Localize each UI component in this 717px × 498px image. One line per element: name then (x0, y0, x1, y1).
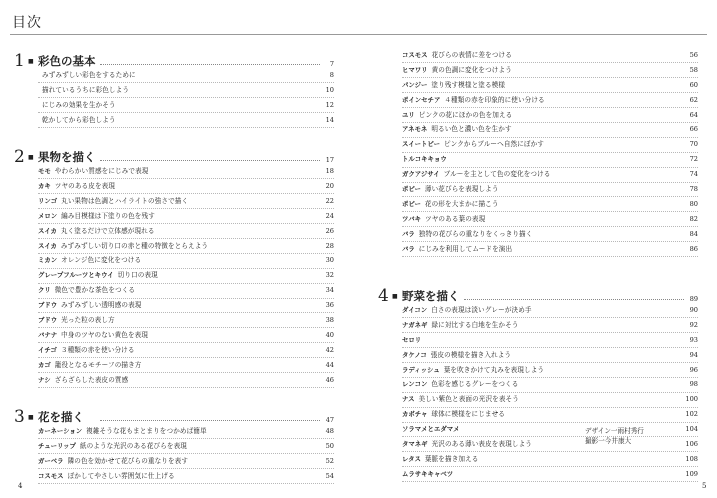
entry-page: 32 (325, 271, 334, 280)
entry-label: パンジー (402, 80, 428, 89)
entry-page: 92 (689, 320, 698, 329)
square-bullet-icon: ■ (28, 154, 34, 162)
entry-description: 黄の色調に変化をつけよう (431, 65, 512, 74)
entry-description: 薄い花びらを表現しよう (424, 185, 499, 194)
entry-page: 22 (325, 196, 334, 205)
entry-label: ユリ (402, 110, 415, 119)
entry-label: ポピー (402, 199, 421, 208)
toc-entry (38, 70, 334, 83)
entry-page: 42 (325, 345, 334, 354)
entry-page: 70 (689, 140, 698, 149)
entry-page: 84 (689, 229, 698, 238)
entry-label: ガクアジサイ (402, 170, 440, 179)
entry-page: 74 (689, 170, 698, 179)
entry-description: 独特の花びらの重なりをくっきり描く (418, 229, 533, 238)
entry-description: 丸い果物は色調とハイライトの強さで描く (61, 196, 189, 205)
toc-entry (38, 426, 334, 439)
toc-entry (402, 469, 698, 482)
entry-page: 48 (325, 426, 334, 435)
entry-page: 50 (325, 441, 334, 450)
entry-description: ぼかしてやさしい雰囲気に仕上げる (67, 471, 175, 480)
entry-page: 98 (689, 380, 698, 389)
entry-page: 106 (685, 439, 698, 448)
section-heading (378, 287, 698, 305)
toc-entry (402, 394, 698, 407)
title-divider (10, 34, 707, 35)
page-title: 目次 (12, 15, 42, 31)
entry-description: ピンクの花にほかの色を加える (418, 110, 513, 119)
entry-description: 花の形を大まかに描こう (424, 199, 499, 208)
entry-label: ブドウ (38, 315, 58, 324)
toc-entry (38, 285, 334, 298)
entry-label: ヒマワリ (402, 65, 428, 74)
toc-entry (402, 169, 698, 182)
entry-label: メロン (38, 211, 58, 220)
entry-description: 明るい色と濃い色を生かす (431, 125, 512, 134)
entry-label: レンコン (402, 380, 428, 389)
section-page: 7 (329, 60, 334, 68)
entry-label: タマネギ (402, 439, 428, 448)
entry-page: 109 (685, 469, 698, 478)
entry-page: 46 (325, 375, 334, 384)
toc-entry (402, 379, 698, 392)
toc-section-4 (378, 287, 698, 482)
entry-page: 94 (689, 350, 698, 359)
toc-entry (402, 50, 698, 63)
toc-entry (38, 211, 334, 224)
section-page: 47 (325, 415, 334, 424)
toc-entry (402, 424, 698, 437)
section-page: 17 (325, 156, 334, 165)
entry-label: セロリ (402, 335, 422, 344)
entry-description: 微色で豊かな茶色をつくる (54, 286, 136, 295)
toc-entry (402, 229, 698, 242)
entry-label: ムラサキキャベツ (402, 469, 454, 478)
toc-entry (402, 65, 698, 78)
entry-label: ブドウ (38, 301, 58, 310)
section-heading (14, 52, 334, 70)
entry-page: 60 (689, 80, 698, 89)
toc-entry (38, 471, 334, 484)
entry-label: ポインセチア (402, 95, 441, 104)
entry-page: 24 (325, 211, 334, 220)
entry-label: ポピー (402, 185, 421, 194)
dotted-leader (100, 420, 320, 421)
entry-description: 編み目模様は下塗りの色を残す (61, 211, 155, 220)
entry-description: 切り口の表現 (117, 271, 158, 280)
section-number: 4 (378, 285, 389, 306)
section-title: 彩色の基本 (38, 54, 96, 68)
entry-label: ナシ (38, 375, 51, 384)
toc-entry (402, 154, 698, 167)
entry-page: 38 (325, 315, 334, 324)
entry-page: 28 (325, 241, 334, 250)
toc-entry (402, 305, 698, 318)
entry-page: 100 (685, 395, 698, 404)
entry-page: 93 (689, 335, 698, 344)
entry-label: チューリップ (38, 441, 76, 450)
toc-entry (38, 375, 334, 388)
entry-page: 36 (325, 301, 334, 310)
entry-page: 78 (689, 185, 698, 194)
dotted-leader (100, 64, 320, 65)
toc-entry (402, 139, 698, 152)
entry-label: スイートピー (402, 140, 440, 149)
entry-description: 緑に対比する白地を生かそう (431, 320, 519, 329)
entry-label: バラ (402, 244, 415, 253)
entry-label: カーネーション (38, 426, 83, 435)
credits (585, 426, 644, 446)
section-heading (14, 148, 334, 166)
entry-description: 籠役となるモチーフの描き方 (54, 360, 142, 369)
entry-label: ガーベラ (38, 456, 64, 465)
entry-page: 96 (689, 365, 698, 374)
toc-entry (402, 95, 698, 108)
entry-description: 白さの表現は淡いグレーが決め手 (431, 305, 532, 314)
section-heading (14, 408, 334, 426)
toc-left-column (14, 52, 334, 488)
toc-entry (402, 335, 698, 348)
entry-description: ブルーを主として色の変化をつける (443, 170, 551, 179)
toc-entry (402, 409, 698, 422)
entry-description: 美しい紫色と表面の光沢を表そう (418, 395, 519, 404)
entry-description: ４種類の赤を印象的に使い分ける (444, 95, 545, 104)
page-number-left: 4 (18, 482, 23, 490)
entry-label: ナス (402, 395, 415, 404)
section-title: 野菜を描く (402, 288, 460, 303)
entry-description: ツヤのある皮を表現 (54, 181, 116, 190)
entry-page: 34 (325, 286, 334, 295)
entry-list (38, 426, 334, 484)
entry-label: リンゴ (38, 196, 58, 205)
entry-description: 色彩を感じるグレーをつくる (431, 380, 519, 389)
entry-page: 108 (685, 454, 698, 463)
entry-page: 104 (685, 425, 698, 434)
entry-list (38, 166, 334, 388)
entry-page: 64 (689, 110, 698, 119)
toc-entry (38, 255, 334, 268)
entry-label: ソラマメとエダマメ (402, 425, 460, 434)
entry-description: みずみずしい切り口の赤と種の特徴をとらえよう (60, 241, 209, 250)
toc-entry (38, 300, 334, 313)
entry-description: 葉脈を描き加える (424, 454, 479, 463)
section-title: 果物を描く (38, 150, 96, 165)
entry-page: 10 (325, 85, 334, 94)
entry-description: やわらかい質感をにじみで表現 (54, 167, 149, 176)
entry-description: オレンジ色に変化をつける (61, 256, 142, 265)
entry-label: スイカ (38, 226, 57, 235)
entry-label: ナガネギ (402, 320, 428, 329)
entry-description: 球体に模様をにじませる (431, 410, 506, 419)
entry-page: 44 (325, 360, 334, 369)
entry-description: 複雑そうな花もまとまりをつかめば簡単 (86, 426, 207, 435)
entry-page: 58 (689, 65, 698, 74)
section-number: 2 (14, 147, 25, 168)
entry-page: 26 (325, 226, 334, 235)
toc-entry (38, 330, 334, 343)
toc-entry (38, 100, 334, 113)
entry-label: タケノコ (402, 350, 427, 359)
entry-page: 86 (689, 244, 698, 253)
toc-entry (402, 439, 698, 452)
entry-label: ツバキ (402, 214, 422, 223)
entry-label: カゴ (38, 360, 51, 369)
toc-entry (38, 270, 334, 283)
entry-description: にじみを利用してムードを演出 (418, 244, 513, 253)
toc-entry (402, 454, 698, 467)
entry-label: イチゴ (38, 345, 57, 354)
entry-description: 乾かしてから彩色しよう (42, 115, 116, 124)
entry-description: 光った粒の表し方 (61, 315, 115, 324)
toc-entry (38, 226, 334, 239)
entry-label: ミカン (38, 256, 58, 265)
entry-label: カキ (38, 181, 51, 190)
section-number: 1 (14, 51, 25, 71)
toc-entry (402, 199, 698, 212)
entry-description: 塗り残す模様と塗る模様 (431, 80, 506, 89)
entry-page: 56 (689, 51, 698, 59)
toc-entry (38, 115, 334, 128)
toc-entry (38, 345, 334, 358)
entry-page: 62 (689, 95, 698, 104)
entry-description: 描れているうちに彩色しよう (42, 85, 130, 94)
entry-description: 花びらの表情に差をつける (431, 51, 512, 59)
entry-description: ３種類の赤を使い分ける (60, 345, 135, 354)
toc-entry (38, 241, 334, 254)
entry-page: 52 (325, 456, 334, 465)
toc-entry (402, 365, 698, 378)
toc-entry (38, 315, 334, 328)
toc-entry (402, 214, 698, 227)
entry-description: 光沢のある薄い表皮を表現しよう (431, 439, 532, 448)
toc-section-1 (14, 52, 334, 128)
toc-entry (38, 166, 334, 179)
entry-page: 66 (689, 125, 698, 134)
entry-page: 90 (689, 305, 698, 314)
entry-page: 20 (325, 181, 334, 190)
entry-label: スイカ (38, 241, 57, 250)
entry-description: 葉を吹きかけて丸みを表現しよう (443, 365, 545, 374)
entry-description: 紙のような光沢のある花びらを表現 (79, 441, 188, 450)
entry-label: レタス (402, 454, 421, 463)
toc-entry (402, 124, 698, 137)
entry-label: コスモス (402, 51, 428, 59)
entry-list (402, 305, 698, 482)
toc-entry (38, 181, 334, 194)
entry-page: 102 (685, 410, 698, 419)
entry-label: ラディッシュ (402, 365, 440, 374)
entry-page: 72 (689, 155, 698, 164)
entry-label: アネモネ (402, 125, 428, 134)
entry-label: カボチャ (402, 410, 428, 419)
entry-description: 張皮の模様を描き入れよう (430, 350, 512, 359)
entry-label: バラ (402, 229, 415, 238)
square-bullet-icon: ■ (28, 413, 34, 421)
entry-page: 54 (325, 471, 334, 480)
toc-entry (38, 196, 334, 209)
entry-page: 8 (329, 71, 334, 79)
entry-description: みずみずしい透明感の表現 (61, 301, 142, 310)
credit-design: デザイン一雨村秀行 (585, 427, 644, 435)
entry-page: 12 (325, 100, 334, 109)
page-number-right: 5 (702, 482, 707, 490)
dotted-leader (464, 299, 684, 300)
entry-page: 18 (325, 167, 334, 176)
entry-label: トルコキキョウ (402, 155, 447, 164)
entry-label: グレープフルーツとキウイ (38, 271, 114, 280)
entry-description: 丸く塗るだけで立体感が現れる (60, 226, 155, 235)
square-bullet-icon: ■ (392, 292, 398, 300)
toc-entry (38, 456, 334, 469)
toc-entry (402, 350, 698, 363)
section-title: 花を描く (38, 409, 84, 424)
toc-entry (402, 80, 698, 93)
entry-label: ダイコン (402, 305, 428, 314)
toc-section-2 (14, 148, 334, 388)
toc-entry (402, 110, 698, 123)
credit-photo: 撮影一今井康大 (585, 437, 632, 445)
entry-label: モモ (38, 167, 51, 176)
entry-description: ざらざらした表皮の質感 (54, 375, 129, 384)
dotted-leader (100, 160, 320, 161)
entry-page: 80 (689, 199, 698, 208)
entry-page: 82 (689, 214, 698, 223)
entry-description: にじみの効果を生かそう (42, 100, 116, 109)
entry-description: みずみずしい彩色をするために (42, 71, 136, 79)
toc-right-column (378, 50, 698, 486)
entry-label: コスモス (38, 471, 64, 480)
toc-entry (38, 360, 334, 373)
entry-page: 14 (325, 115, 334, 124)
entry-list (38, 70, 334, 128)
entry-description: ツヤのある葉の表現 (425, 214, 486, 223)
square-bullet-icon: ■ (28, 58, 34, 65)
toc-entry (402, 320, 698, 333)
toc-section-3 (14, 408, 334, 484)
entry-page: 40 (325, 330, 334, 339)
section-number: 3 (14, 406, 25, 427)
toc-section-3-continued (378, 50, 698, 257)
toc-entry (402, 184, 698, 197)
entry-label: クリ (38, 286, 51, 295)
toc-entry (38, 85, 334, 98)
entry-page: 30 (325, 256, 334, 265)
entry-description: ピンクからブルーへ自然にぼかす (443, 140, 544, 149)
entry-list (402, 50, 698, 257)
entry-label: バナナ (38, 330, 58, 339)
section-page: 89 (689, 294, 698, 303)
entry-description: 隣の色を効かせて花びらの重なりを表す (67, 456, 189, 465)
entry-description: 中身のツヤのない黄色を表現 (61, 330, 149, 339)
toc-entry (38, 441, 334, 454)
toc-entry (402, 244, 698, 257)
